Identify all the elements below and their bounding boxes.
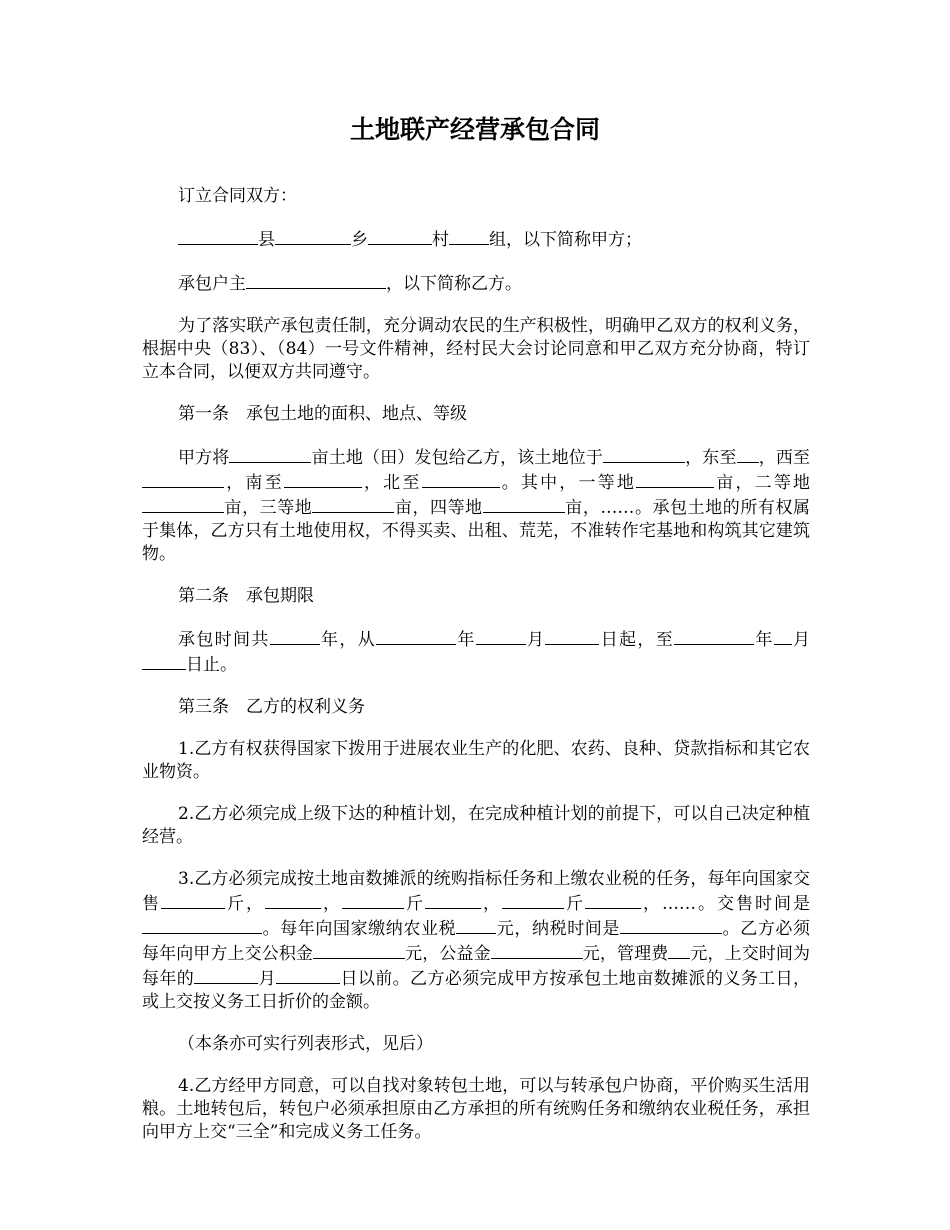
paragraph-article-1-body <box>142 445 810 566</box>
paragraph-text: 元，纳税时间是 <box>496 919 621 939</box>
paragraph-preamble <box>142 315 810 384</box>
paragraph-text: 年，从 <box>319 630 377 650</box>
fill-in-blank <box>161 891 225 909</box>
fill-in-blank <box>545 627 599 645</box>
paragraph-text: 3.乙方必须完成按土地亩数摊派的统购指标任务和上缴农业税的任务，每年向国家交售 <box>142 869 810 914</box>
fill-in-blank <box>603 445 685 463</box>
paragraph-article-3-item-4 <box>142 1075 810 1144</box>
paragraph-text: 。每年向国家缴纳农业税 <box>262 919 457 939</box>
fill-in-blank <box>194 966 258 984</box>
paragraph-text: 斤 <box>404 894 425 914</box>
document-body <box>142 185 810 1163</box>
fill-in-blank <box>476 627 526 645</box>
paragraph-text: 村 <box>432 230 449 250</box>
paragraph-text: ，……。交售时间是 <box>641 894 810 914</box>
fill-in-blank <box>276 966 340 984</box>
fill-in-blank <box>275 227 351 245</box>
fill-in-blank <box>456 916 496 934</box>
fill-in-blank <box>142 652 186 670</box>
fill-in-blank <box>674 627 754 645</box>
fill-in-blank <box>142 916 262 934</box>
paragraph-text: 月 <box>525 630 546 650</box>
paragraph-text: 第三条 乙方的权利义务 <box>178 697 365 717</box>
fill-in-blank <box>636 470 714 488</box>
paragraph-text: （本条亦可实行列表形式，见后） <box>178 1034 433 1054</box>
paragraph-text: 承包时间共 <box>178 630 270 650</box>
paragraph-text: 月 <box>791 630 811 650</box>
document-title: 土地联产经营承包合同 <box>349 115 600 144</box>
fill-in-blank <box>449 227 489 245</box>
paragraph-text: 斤 <box>564 894 585 914</box>
paragraph-text: 斤， <box>225 894 265 914</box>
fill-in-blank <box>376 627 456 645</box>
paragraph-text: 月 <box>258 969 277 989</box>
paragraph-text: 年 <box>456 630 476 650</box>
fill-in-blank <box>425 891 481 909</box>
paragraph-text: 组，以下简称甲方； <box>489 230 642 250</box>
paragraph-text: ，西至 <box>758 448 811 468</box>
paragraph-text: ，南至 <box>224 473 284 493</box>
paragraph-text: 日以前。乙方必须完成甲方按承包土地亩数摊派的义务工日，或上交按义务工日折价的金额。 <box>142 969 810 1012</box>
paragraph-text: ， <box>481 894 502 914</box>
paragraph-article-1-heading <box>142 403 810 426</box>
paragraph-article-3-item-3 <box>142 868 810 1014</box>
paragraph-text: 亩，四等地 <box>394 498 483 518</box>
paragraph-text: 第一条 承包土地的面积、地点、等级 <box>178 404 467 424</box>
fill-in-blank <box>342 891 404 909</box>
paragraph-text: 元，管理费 <box>582 944 669 964</box>
paragraph-text: 订立合同双方： <box>178 186 297 206</box>
fill-in-blank <box>246 271 386 289</box>
fill-in-blank <box>178 227 258 245</box>
fill-in-blank <box>491 941 583 959</box>
fill-in-blank <box>620 916 722 934</box>
paragraph-article-3-heading <box>142 696 810 719</box>
paragraph-text: 日起，至 <box>599 630 675 650</box>
paragraph-parties <box>142 185 810 208</box>
fill-in-blank <box>142 470 224 488</box>
fill-in-blank <box>422 470 500 488</box>
paragraph-text: 元，公益金 <box>405 944 491 964</box>
paragraph-text: 亩土地（田）发包给乙方，该土地位于 <box>311 448 604 468</box>
paragraph-text: 承包户主 <box>178 274 246 294</box>
fill-in-blank <box>284 470 362 488</box>
paragraph-text: 甲方将 <box>178 448 230 468</box>
paragraph-text: 日止。 <box>186 655 237 675</box>
fill-in-blank <box>585 891 641 909</box>
paragraph-text: 。乙方必须每年向甲方上交公积金 <box>142 919 811 964</box>
paragraph-text: 1.乙方有权获得国家下拨用于进展农业生产的化肥、农药、良种、贷款指标和其它农业物资。 <box>142 739 810 782</box>
paragraph-party-b <box>142 271 810 296</box>
paragraph-text: ， <box>321 894 342 914</box>
paragraph-article-3-note <box>142 1033 810 1056</box>
paragraph-text: ，北至 <box>361 473 422 493</box>
paragraph-text: 县 <box>258 230 275 250</box>
paragraph-article-3-item-2 <box>142 803 810 849</box>
paragraph-text: 为了落实联产承包责任制，充分调动农民的生产积极性，明确甲乙双方的权利义务，根据中央（83）、（84）一号文件精神，经村民大会讨论同意和甲乙双方充分协商，特订立本合同，以便双方共同遵守。 <box>142 316 810 382</box>
paragraph-text: 2.乙方必须完成上级下达的种植计划，在完成种植计划的前提下，可以自己决定种植经营。 <box>142 804 810 847</box>
paragraph-text: 乡 <box>351 230 368 250</box>
paragraph-article-3-item-1 <box>142 738 810 784</box>
fill-in-blank <box>483 495 565 513</box>
fill-in-blank <box>368 227 432 245</box>
paragraph-text: 元，上交时间为每年的 <box>142 944 811 989</box>
paragraph-party-a <box>142 227 810 252</box>
fill-in-blank <box>270 627 320 645</box>
paragraph-article-2-heading <box>142 585 810 608</box>
fill-in-blank <box>312 495 394 513</box>
fill-in-blank <box>502 891 564 909</box>
paragraph-text: ，以下简称乙方。 <box>386 274 522 294</box>
fill-in-blank <box>774 627 792 645</box>
paragraph-text: 。其中，一等地 <box>499 473 637 493</box>
paragraph-text: 亩，三等地 <box>224 498 313 518</box>
fill-in-blank <box>142 495 224 513</box>
paragraph-text: 年 <box>754 630 774 650</box>
paragraph-text: 亩，二等地 <box>714 473 811 493</box>
fill-in-blank <box>265 891 321 909</box>
fill-in-blank <box>668 941 690 959</box>
paragraph-article-2-body <box>142 627 810 677</box>
paragraph-text: 第二条 承包期限 <box>178 586 314 606</box>
fill-in-blank <box>229 445 311 463</box>
paragraph-text: 亩，……。承包土地的所有权属于集体，乙方只有土地使用权，不得买卖、出租、荒芜，不准转作宅基地和构筑其它建筑物。 <box>142 498 811 564</box>
fill-in-blank <box>313 941 405 959</box>
fill-in-blank <box>737 445 759 463</box>
paragraph-text: 4.乙方经甲方同意，可以自找对象转包土地，可以与转承包户协商，平价购买生活用粮。土地转包后，转包户必须承担原由乙方承担的所有统购任务和缴纳农业税任务，承担向甲方上交“三全”和完成义务工任务。 <box>142 1076 810 1142</box>
paragraph-text: ，东至 <box>685 448 737 468</box>
